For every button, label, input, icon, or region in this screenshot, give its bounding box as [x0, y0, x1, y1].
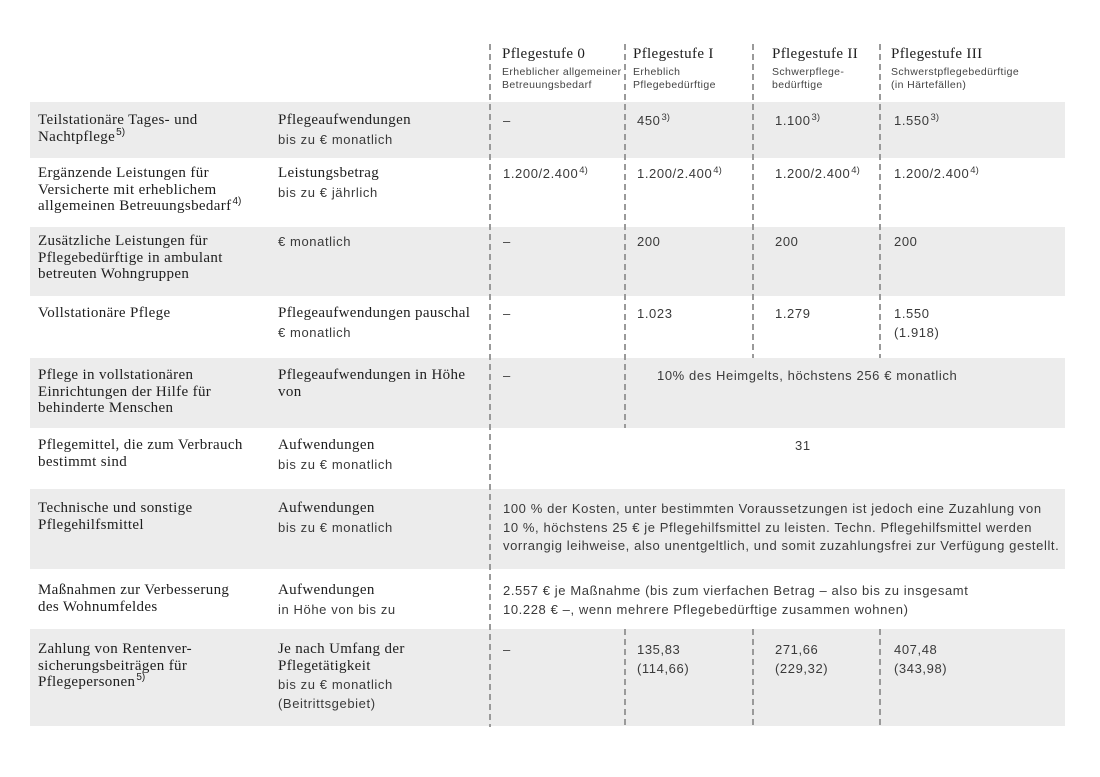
row-label-line: Nachtpflege [38, 128, 116, 145]
row-label-line: Pflegehilfsmittel [38, 516, 144, 533]
row-label-line: behinderte Menschen [38, 400, 174, 416]
value-text: – [503, 306, 511, 321]
benefit-type-unit [278, 601, 396, 620]
value-pflegestufe-0 [503, 367, 511, 386]
benefit-type-line: Pflegetätigkeit [278, 657, 371, 674]
benefit-type-unit-line: bis zu € jährlich [278, 184, 378, 200]
footnote-marker: 4) [713, 165, 722, 176]
row-label [38, 233, 223, 283]
value-span-line: vorrangig leihweise, also unentgeltlich, und somit zuzahlungsfrei zur Verfügung gestellt. [503, 538, 1060, 553]
value-pflegestufe-3 [894, 305, 939, 342]
row-label-line: Pflegemittel, die zum Verbrauch [38, 437, 243, 453]
column-divider [624, 629, 626, 727]
benefit-type-line: von [278, 383, 302, 400]
value-pflegestufe-1 [637, 305, 673, 324]
value-text: 271,66 [775, 642, 819, 657]
row-label [38, 367, 211, 417]
column-header-pflegestufe-0 [502, 46, 622, 92]
benefit-type-line: Aufwendungen [278, 500, 375, 516]
value-pflegestufe-1 [637, 165, 722, 184]
benefit-type-line: Aufwendungen [278, 582, 375, 598]
row-label [38, 112, 198, 145]
benefit-type-unit [278, 676, 405, 713]
value-secondary-text: (114,66) [637, 660, 690, 676]
benefit-type-main [278, 305, 470, 322]
column-header-pflegestufe-1 [633, 46, 716, 92]
column-divider [489, 44, 491, 727]
value-text: – [503, 113, 511, 128]
row-label-line: Vollstationäre Pflege [38, 305, 171, 321]
benefit-type-main [278, 641, 405, 674]
column-subtitle-line: Betreuungsbedarf [502, 79, 592, 91]
column-subtitle-line: Pflegebedürftige [633, 79, 716, 91]
value-span-all-levels [795, 437, 811, 456]
column-subtitle-line: Schwerstpflegebedürftige [891, 66, 1020, 78]
row-label-line: des Wohnumfeldes [38, 598, 158, 615]
column-title: Pflegestufe I [633, 46, 714, 62]
table-row-ambulante-wohngruppen [30, 227, 1065, 296]
column-divider [879, 629, 881, 727]
benefit-type-line: Leistungsbetrag [278, 165, 380, 181]
footnote-marker: 3) [661, 112, 670, 123]
value-pflegestufe-0 [503, 641, 511, 660]
value-text: 1.200/2.400 [775, 166, 851, 181]
benefit-type-main [278, 367, 465, 400]
value-text: 407,48 [894, 642, 938, 657]
benefit-type [278, 165, 379, 202]
column-title: Pflegestufe 0 [502, 46, 586, 62]
column-header-pflegestufe-2 [772, 46, 858, 92]
benefit-type-main [278, 112, 411, 129]
column-divider [624, 44, 626, 428]
row-label-line: Teilstationäre Tages- und [38, 112, 198, 128]
benefit-type [278, 641, 405, 713]
value-pflegestufe-0 [503, 305, 511, 324]
row-label-line: Pflegebedürftige in ambulant [38, 249, 223, 266]
row-label-line: bestimmt sind [38, 453, 128, 470]
row-label [38, 641, 192, 691]
table-row-vollstationaere-pflege [30, 296, 1065, 358]
value-pflegestufe-1 [637, 641, 689, 678]
value-secondary-text: (229,32) [775, 660, 829, 676]
value-text: 1.550 [894, 306, 930, 321]
benefit-type [278, 582, 396, 619]
benefit-type-line: Pflegeaufwendungen [278, 112, 411, 128]
value-pflegestufe-2 [775, 233, 799, 252]
row-label [38, 305, 170, 322]
value-pflegestufe-2 [775, 641, 828, 678]
footnote-marker: 5) [136, 672, 146, 683]
benefit-type-line: Je nach Umfang der [278, 641, 405, 657]
benefit-type-unit-line: (Beitrittsgebiet) [278, 695, 376, 711]
value-text: 450 [637, 113, 661, 128]
value-text: 1.100 [775, 113, 811, 128]
value-pflegestufe-2 [775, 165, 860, 184]
table-row-wohnumfeld [30, 569, 1065, 629]
benefit-type-main [278, 165, 379, 182]
column-subtitle-line: Erheblicher allgemeiner [502, 66, 622, 78]
benefit-type-unit [278, 131, 411, 150]
value-text: – [503, 642, 511, 657]
row-label-line: Pflegepersonen [38, 674, 136, 690]
row-label-line: Versicherte mit erheblichem [38, 181, 217, 198]
row-label-line: Maßnahmen zur Verbesserung [38, 582, 230, 598]
row-label-line-wrap [38, 198, 241, 215]
value-text: 1.200/2.400 [637, 166, 713, 181]
value-span-line: 10% des Heimgelts, höchstens 256 € monatlich [657, 368, 958, 383]
benefit-type-unit-line: bis zu € monatlich [278, 519, 393, 535]
benefit-type-unit [278, 456, 393, 475]
benefit-type-unit [278, 324, 470, 343]
value-text: 1.023 [637, 306, 673, 321]
footnote-marker: 4) [232, 196, 242, 207]
column-title: Pflegestufe III [891, 46, 983, 62]
row-label [38, 437, 243, 470]
table-row-pflegemittel-verbrauch [30, 428, 1065, 489]
value-text: – [503, 234, 511, 249]
value-text: – [503, 368, 511, 383]
column-subtitle-line: Schwerpflege- [772, 66, 845, 78]
footnote-marker: 3) [930, 112, 939, 123]
benefit-type-main [278, 582, 396, 599]
benefit-type-unit-line: € monatlich [278, 234, 352, 249]
row-label [38, 582, 229, 615]
value-pflegestufe-3 [894, 165, 979, 184]
benefit-type [278, 112, 411, 149]
value-pflegestufe-0 [503, 112, 511, 131]
benefit-type-main [278, 437, 393, 454]
value-span-all-levels [503, 500, 1059, 556]
table-row-rentenversicherung [30, 629, 1065, 726]
column-subtitle [502, 66, 622, 92]
column-subtitle [772, 66, 858, 92]
value-secondary-text: (1.918) [894, 324, 940, 340]
row-label-line: sicherungsbeiträgen für [38, 657, 188, 674]
row-label [38, 500, 192, 533]
column-subtitle-line: (in Härtefällen) [891, 79, 967, 91]
row-label-line: betreuten Wohngruppen [38, 266, 190, 282]
benefit-type-line: Pflegeaufwendungen pauschal [278, 305, 471, 321]
value-text: 135,83 [637, 642, 681, 657]
value-pflegestufe-1 [637, 233, 661, 252]
footnote-marker: 3) [811, 112, 820, 123]
value-span-line: 31 [795, 438, 811, 453]
value-pflegestufe-1 [637, 112, 670, 131]
row-label-line: allgemeinen Betreuungsbedarf [38, 198, 232, 214]
footnote-marker: 4) [970, 165, 979, 176]
value-text: 1.550 [894, 113, 930, 128]
row-label-line: Zahlung von Rentenver- [38, 641, 193, 657]
value-pflegestufe-3 [894, 112, 939, 131]
row-label-line: Einrichtungen der Hilfe für [38, 383, 212, 400]
column-header-pflegestufe-3 [891, 46, 1019, 92]
benefit-type [278, 367, 465, 400]
column-divider [752, 44, 754, 358]
value-pflegestufe-3 [894, 233, 918, 252]
row-label-line: Ergänzende Leistungen für [38, 165, 209, 181]
value-text: 1.279 [775, 306, 811, 321]
value-text: 1.200/2.400 [894, 166, 970, 181]
value-span-line: 10.228 € –, wenn mehrere Pflegebedürftige zusammen wohnen) [503, 601, 909, 617]
value-text: 1.200/2.400 [503, 166, 579, 181]
footnote-marker: 4) [579, 165, 588, 176]
value-pflegestufe-0 [503, 233, 511, 252]
value-text: 200 [775, 234, 799, 249]
benefit-type-unit-line: € monatlich [278, 324, 352, 340]
column-divider [879, 44, 881, 358]
value-span-line: 100 % der Kosten, unter bestimmten Voraussetzungen ist jedoch eine Zuzahlung von [503, 501, 1042, 516]
benefit-type [278, 233, 351, 252]
table-row-einrichtungen-behindertenhilfe [30, 358, 1065, 428]
value-text: 200 [637, 234, 661, 249]
value-text: 200 [894, 234, 918, 249]
benefit-type-unit [278, 184, 379, 203]
row-label-line-wrap [38, 126, 198, 146]
benefit-type-unit [278, 519, 393, 538]
benefit-type-line: Pflegeaufwendungen in Höhe [278, 367, 466, 383]
table-row-pflegehilfsmittel [30, 489, 1065, 569]
footnote-marker: 5) [116, 126, 126, 138]
column-subtitle-line: Erheblich [633, 66, 681, 78]
benefit-type-unit-line: in Höhe von bis zu [278, 601, 396, 617]
column-subtitle [891, 66, 1019, 92]
row-label-line: Technische und sonstige [38, 500, 193, 516]
row-label [38, 165, 241, 215]
benefit-type [278, 500, 393, 537]
value-pflegestufe-3 [894, 641, 947, 678]
row-label-line-wrap [38, 674, 192, 691]
benefit-type-unit-line: bis zu € monatlich [278, 677, 393, 692]
value-pflegestufe-0 [503, 165, 588, 184]
benefit-type-main [278, 500, 393, 517]
benefit-type-line: Aufwendungen [278, 437, 375, 453]
column-subtitle-line: bedürftige [772, 79, 823, 91]
column-subtitle [633, 66, 716, 92]
column-divider [752, 629, 754, 727]
benefit-type [278, 305, 470, 342]
value-span-line: 10 %, höchstens 25 € je Pflegehilfsmittel zu leisten. Techn. Pflegehilfsmittel werden [503, 519, 1033, 535]
table-row-ergaenzende-leistungen [30, 158, 1065, 227]
value-secondary-text: (343,98) [894, 660, 948, 676]
value-pflegestufe-2 [775, 305, 811, 324]
value-span-line: 2.557 € je Maßnahme (bis zum vierfachen Betrag – also bis zu insgesamt [503, 583, 969, 598]
benefit-type [278, 437, 393, 474]
benefit-type-unit-line: bis zu € monatlich [278, 131, 393, 147]
benefit-type-unit [278, 233, 351, 252]
benefit-type-unit-line: bis zu € monatlich [278, 456, 393, 472]
value-pflegestufe-2 [775, 112, 820, 131]
footnote-marker: 4) [851, 165, 860, 176]
row-label-line: Zusätzliche Leistungen für [38, 233, 208, 249]
value-span-pflegestufe-1-3 [657, 367, 957, 386]
column-title: Pflegestufe II [772, 46, 859, 62]
table-row-teilstationaere-pflege [30, 102, 1065, 158]
value-span-all-levels [503, 582, 968, 619]
row-label-line: Pflege in vollstationären [38, 367, 194, 383]
